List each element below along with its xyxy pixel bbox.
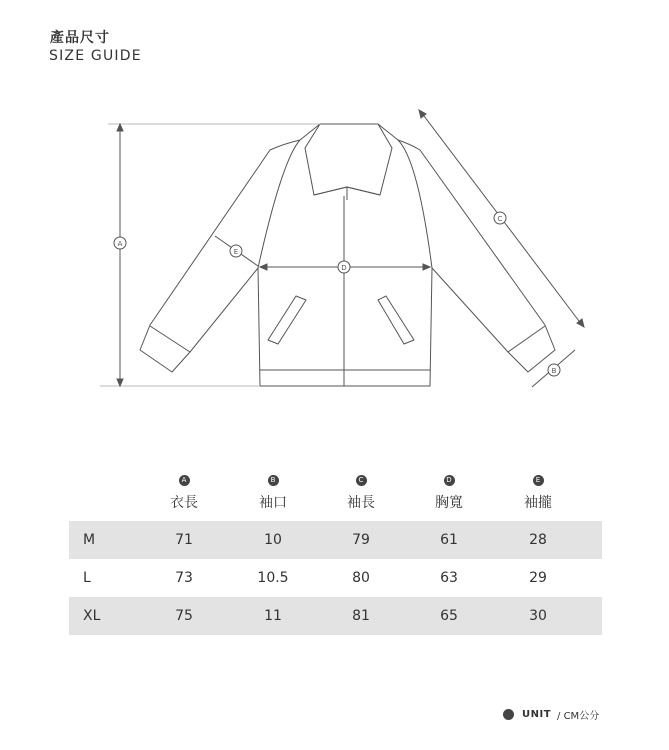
left-pocket (268, 296, 306, 344)
marker-a (114, 237, 126, 249)
column-header-armhole (508, 475, 568, 512)
size-table (69, 521, 602, 635)
table-cell: 61 (440, 532, 458, 548)
unit-label: UNIT (522, 709, 552, 720)
column-label: 衣長 (170, 495, 198, 511)
marker-d (338, 261, 350, 273)
table-cell: 71 (175, 532, 193, 548)
left-cuff-seam (150, 326, 190, 352)
marker-a-badge: A (179, 475, 190, 486)
svg-text:C: C (497, 215, 503, 223)
right-cuff-seam (508, 326, 545, 352)
column-header-length (154, 475, 214, 512)
table-cell: 63 (440, 570, 458, 586)
unit-value: / CM公分 (557, 711, 600, 722)
marker-b (548, 364, 560, 376)
marker-e (230, 245, 242, 257)
jacket-collar (305, 124, 392, 195)
column-label: 胸寬 (435, 495, 463, 511)
size-label: L (83, 570, 91, 586)
size-label: M (83, 532, 96, 548)
svg-text:B: B (551, 367, 557, 375)
unit-dot-icon (503, 709, 514, 720)
table-cell: 81 (352, 608, 370, 624)
jacket-outline (140, 124, 555, 386)
table-cell: 10.5 (257, 570, 289, 586)
column-label: 袖口 (259, 495, 287, 511)
right-pocket (378, 296, 414, 344)
table-cell: 73 (175, 570, 193, 586)
column-header-cuff (243, 475, 303, 512)
table-cell: 28 (529, 532, 547, 548)
marker-c-badge: C (356, 475, 367, 486)
table-row-m (69, 521, 602, 559)
marker-d-badge: D (444, 475, 455, 486)
table-cell: 75 (175, 608, 193, 624)
table-cell: 65 (440, 608, 458, 624)
svg-text:E: E (233, 248, 239, 256)
table-cell: 30 (529, 608, 547, 624)
marker-b-badge: B (268, 475, 279, 486)
table-cell: 11 (264, 608, 282, 624)
marker-e-badge: E (533, 475, 544, 486)
column-label: 袖長 (347, 495, 375, 511)
column-header-chest (419, 475, 479, 512)
table-cell: 80 (352, 570, 370, 586)
table-cell: 79 (352, 532, 370, 548)
page-title-en: SIZE GUIDE (49, 48, 142, 64)
table-row-l (69, 559, 602, 597)
table-cell: 29 (529, 570, 547, 586)
size-label: XL (83, 608, 101, 624)
svg-text:A: A (117, 240, 123, 248)
column-header-sleeve (331, 475, 391, 512)
table-row-xl (69, 597, 602, 635)
page-title-cn: 產品尺寸 (50, 30, 110, 46)
table-cell: 10 (264, 532, 282, 548)
marker-c (494, 212, 506, 224)
unit-note (503, 707, 599, 722)
svg-text:D: D (341, 264, 347, 272)
column-label: 袖攏 (524, 495, 552, 511)
